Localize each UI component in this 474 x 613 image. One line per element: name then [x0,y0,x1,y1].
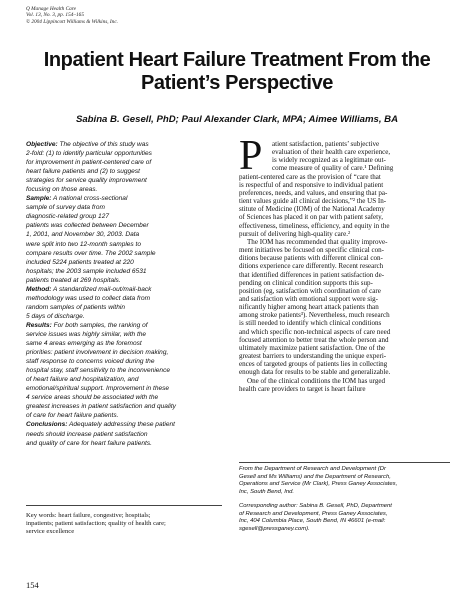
abstract-line [26,321,222,330]
abstract-text: 4 service areas should be associated with the [26,394,159,402]
body-line: that identified differences in patient satisfaction de- [239,270,385,279]
abstract-line [26,230,222,239]
body-line: pursuit of delivering high-quality care.² [239,229,351,238]
article-title [20,49,454,95]
abstract-line [26,158,222,167]
correspondence-line: sgesell@pressganey.com). [239,525,310,532]
abstract-text: random samples of patients within [26,303,125,311]
abstract-text: patients treated at 269 hospitals. [26,276,121,284]
abstract-text: Adequately addressing these patient [67,421,175,429]
abstract-line [26,203,222,212]
body-line: ditions because patients with different clinical con- [239,254,383,263]
abstract-text: heart failure patients and (2) to suggest [26,168,140,176]
affiliation-line: From the Department of Research and Development (Dr [239,466,387,472]
footnote-divider [239,462,450,463]
abstract-line [26,294,222,303]
body-line: focused attention to better treat the whole person and [239,335,389,344]
abstract-line [26,167,222,176]
abstract-line [26,348,222,357]
abstract-text: hospital stay, staff sensitivity to the inconvenience [26,367,170,375]
abstract-line [26,439,222,448]
abstract-text: sample of survey data from [26,204,105,212]
abstract-text: methodology was used to collect data from [26,294,151,302]
abstract-section-label: Results: [26,321,52,329]
journal-citation [26,6,118,25]
abstract-line [26,194,222,203]
abstract-text: and quality of care for heart failure patients. [26,439,152,447]
body-line: tient values guide all clinical decisions,”² the US In- [239,197,387,206]
body-line: among stroke patients³). Nevertheless, much research [239,311,390,320]
body-line: position (eg, satisfaction with coordination of care [239,286,381,295]
abstract-text: 5 days of discharge. [26,312,85,320]
abstract-text: of heart failure and hospitalization, and [26,376,139,384]
abstract-text: A national cross-sectional [51,195,128,203]
affiliation-footnote [239,466,454,534]
title-line: Inpatient Heart Failure Treatment From the [43,49,431,71]
keywords [26,512,226,536]
abstract-text: The objective of this study was [57,141,149,148]
abstract-text: strategies for service quality improvement [26,177,147,185]
abstract-text: included 5224 patients treated at 220 [26,258,134,266]
abstract-text: needs should increase patient satisfaction [26,430,148,438]
body-line: ditions experience care differently. Recent research [239,262,384,271]
drop-cap: P [239,133,263,179]
abstract-text: A standardized mail-out/mail-back [51,285,152,293]
abstract-section-label: Sample: [26,195,52,203]
abstract-line [26,285,222,294]
body-line: evaluation of their health care experience, [272,148,391,157]
abstract-text: were split into two 12-month samples to [26,240,141,248]
abstract-line [26,384,222,393]
abstract-text: same 4 areas emerging as the foremost [26,340,142,348]
abstract-line [26,393,222,402]
abstract-section-label: Conclusions: [26,421,68,429]
abstract-line [26,267,222,276]
abstract-line [26,339,222,348]
body-line: is widely recognized as a legitimate out- [272,156,386,165]
abstract-text: focusing on those areas. [26,186,98,194]
abstract-line [26,420,222,429]
keywords-line: service excellence [26,528,75,535]
author-list: Sabina B. Gesell, PhD; Paul Alexander Clark, MPA; Aimee Williams, BA [75,114,399,125]
abstract-line [26,240,222,249]
abstract-text: service issues was highly similar, with the [26,330,147,338]
abstract-line [26,140,222,149]
abstract-text: priorities: patient involvement in decision making, [26,349,169,357]
abstract-line [26,276,222,285]
body-line: of Sciences has placed it on par with patient safety, [239,213,383,222]
abstract-text: emotional/spiritual support. Improvement in these [26,385,170,393]
abstract-line [26,249,222,258]
abstract-text: staff response to concerns voiced during the [26,358,155,366]
body-line: pending on clinical condition supports this sup- [239,278,373,287]
abstract-text: 2-fold: (1) to identify particular opportunities [26,150,152,158]
abstract-line [26,312,222,321]
abstract [26,140,222,448]
body-line: preferences, needs, and values, and ensuring that pa- [239,188,388,197]
body-line: nificantly higher among heart attack patients than [239,303,379,312]
body-line: greatest barriers to understanding the unique experi- [239,352,387,361]
journal-copyright: © 2004 Lippincott Williams & Wilkins, Inc. [26,18,119,25]
abstract-line [26,258,222,267]
body-line: and satisfaction with emotional support were sig- [239,294,378,303]
abstract-line [26,185,222,194]
body-line: and which specific non-technical aspects of care need [239,327,391,336]
keywords-line: inpatients; patient satisfaction; quality of health care; [26,520,166,527]
abstract-line [26,330,222,339]
abstract-text: 1, 2001, and November 30, 2003. Data [26,231,140,239]
abstract-text: hospitals; the 2003 sample included 6531 [26,267,147,275]
body-line: enough data for results to be stable and generalizable. [239,368,391,377]
abstract-section-label: Method: [26,285,52,293]
body-text [239,140,450,393]
correspondence-line: of Research and Development, Press Ganey Associates, [239,510,388,517]
body-line: ment initiatives be focused on specific clinical con- [239,246,384,255]
page-number: 154 [26,580,39,590]
body-line: health care providers to target is heart failure [239,384,366,393]
abstract-line [26,375,222,384]
abstract-divider [26,505,222,506]
journal-volume: Vol. 13, No. 3, pp. 154–165 [26,12,84,19]
body-line: ultimately maximize patient satisfaction. One of the [239,343,386,352]
abstract-line [26,212,222,221]
abstract-text: For both samples, the ranking of [51,321,148,329]
body-line: patient-centered care as the provision of “care that [239,172,381,181]
title-line: Patient’s Perspective [140,72,334,94]
affiliation-line: Inc, South Bend, Ind. [239,489,295,496]
abstract-text: greatest increases in patient satisfaction and quality [26,403,176,411]
keywords-line: Key words: heart failure, congestive; hospitals; [26,512,151,519]
body-line: come measure of quality of care.¹ Defining [272,164,394,173]
body-line: is respectful of and responsive to individual patient [239,180,384,189]
body-line: The IOM has recommended that quality improve- [247,237,388,246]
abstract-line [26,402,222,411]
abstract-section-label: Objective: [26,141,58,148]
body-line: atient satisfaction, patients’ subjective [272,140,380,148]
abstract-line [26,357,222,366]
affiliation-line: Operations and Service (Mr Clark), Press Ganey Associates, [239,481,398,488]
abstract-line [26,411,222,420]
affiliation-line: Gesell and Ms Williams) and the Department of Research, [239,473,391,480]
body-line: effectiveness, timeliness, efficiency, and equity in the [239,221,390,230]
abstract-line [26,176,222,185]
body-line: One of the clinical conditions the IOM has urged [247,376,386,385]
abstract-text: for improvement in patient-centered care of [26,159,152,167]
abstract-text: compare results over time. The 2002 sample [26,249,156,257]
body-line: stitute of Medicine (IOM) of the National Academy [239,205,385,214]
correspondence-line: Inc, 404 Columbia Place, South Bend, IN 46601 (e-mail: [239,518,386,525]
abstract-text: of care for heart failure patients. [26,412,119,420]
correspondence-line: Corresponding author: Sabina B. Gesell, PhD, Department [239,502,392,509]
abstract-text: diagnostic-related group 127 [26,213,109,221]
body-line: ences of targeted groups of patients lies in collecting [239,360,388,369]
abstract-line [26,221,222,230]
abstract-line [26,366,222,375]
abstract-line [26,303,222,312]
abstract-line [26,430,222,439]
journal-name: Q Manage Health Care [26,6,76,12]
body-line: is still needed to identify which clinical conditions [239,319,382,328]
abstract-text: patients was collected between December [26,222,149,230]
abstract-line [26,149,222,158]
